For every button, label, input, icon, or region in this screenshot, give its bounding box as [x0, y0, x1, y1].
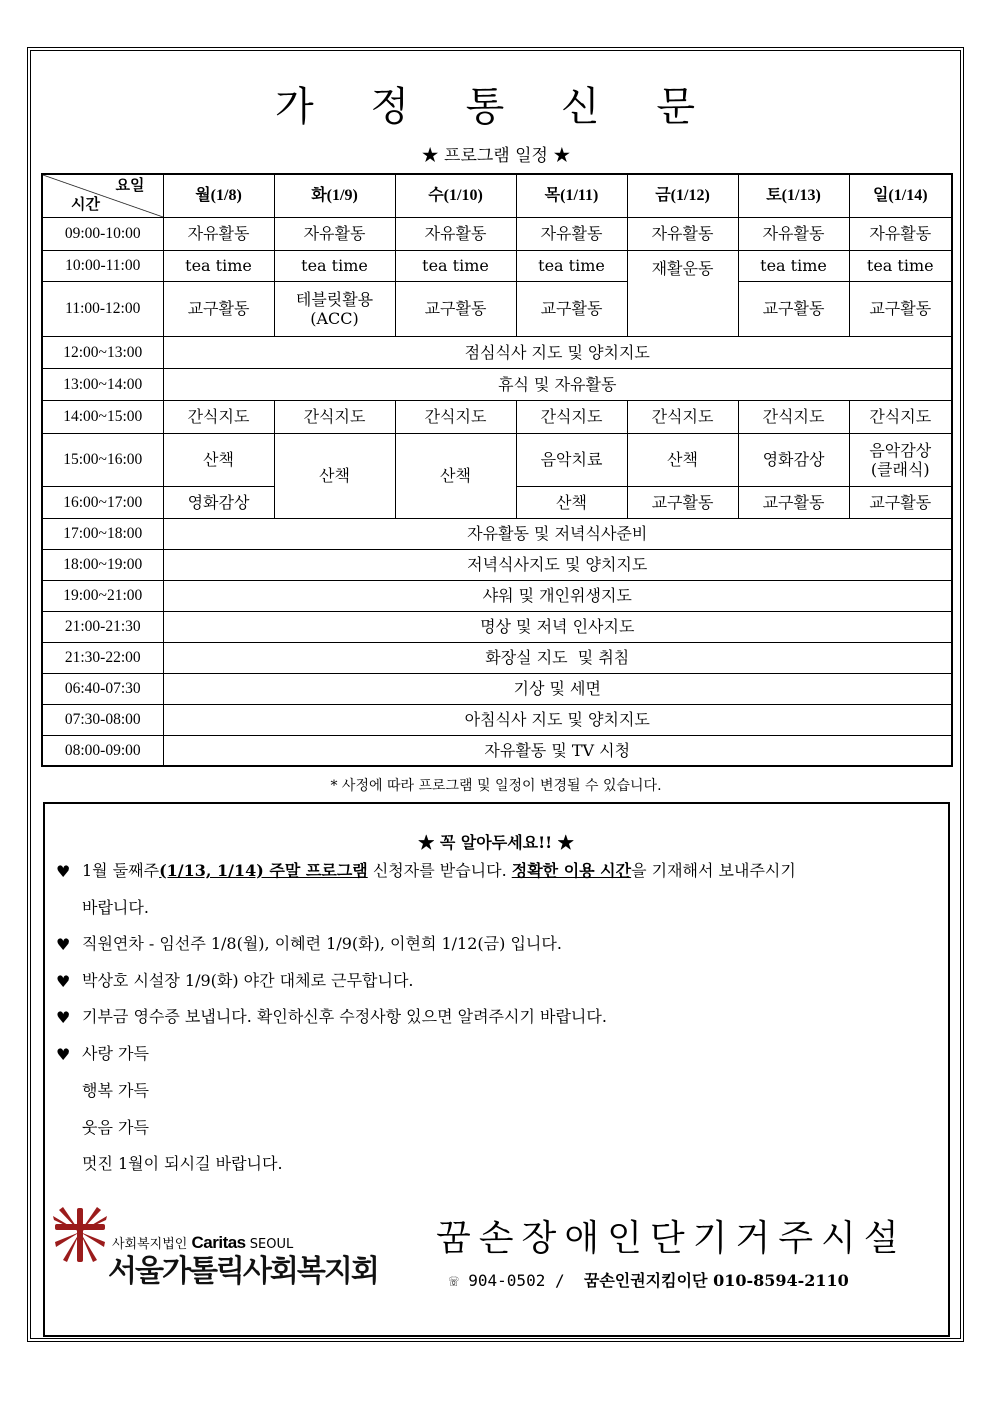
activity-cell: 산책 [274, 433, 395, 518]
logo-brand: Caritas [191, 1233, 246, 1252]
day-label: 요일 [115, 178, 145, 194]
activity-cell: 교구활동 [738, 486, 849, 518]
activity-cell: 음악치료 [516, 433, 627, 486]
notice-item-3: 박상호 시설장 1/9(화) 야간 대체로 근무합니다. [82, 971, 414, 990]
activity-cell: tea time [395, 250, 516, 281]
logo-sub-text: 사회복지법인 [112, 1237, 188, 1252]
day-header: 화(1/9) [274, 174, 395, 217]
day-header: 일(1/14) [849, 174, 952, 217]
rights-team-contact: 꿈손인권지킴이단 010-8594-2110 [583, 1271, 849, 1290]
time-cell: 17:00~18:00 [42, 518, 163, 549]
activity-cell: 화장실 지도 및 취침 [163, 642, 952, 673]
activity-cell: 영화감상 [738, 433, 849, 486]
table-row [42, 642, 952, 673]
notice-item-5-line: 웃음 가득 [82, 1118, 149, 1137]
heart-bullet-icon: ♥ [56, 862, 71, 881]
notice-item-5: 사랑 가득 [82, 1044, 149, 1063]
notice-item-1 [82, 860, 796, 882]
table-row [42, 368, 952, 400]
time-cell: 16:00~17:00 [42, 486, 163, 518]
organization-name: 꿈손장애인단기거주시설 [436, 1218, 907, 1259]
table-row [42, 673, 952, 704]
activity-cell: 간식지도 [516, 400, 627, 433]
phone-number: ☏ 904-0502 / [449, 1271, 565, 1290]
notice-item-2: 직원연차 - 임선주 1/8(월), 이혜련 1/9(화), 이현희 1/12(금) 입니다. [82, 934, 562, 953]
activity-cell: 자유활동 및 TV 시청 [163, 735, 952, 766]
notice-emphasis: 정확한 이용 시간 [511, 861, 632, 880]
activity-cell: 산책 [395, 433, 516, 518]
activity-cell: 교구활동 [163, 281, 274, 336]
time-cell: 10:00-11:00 [42, 250, 163, 281]
activity-cell: 교구활동 [849, 486, 952, 518]
activity-cell: 산책 [516, 486, 627, 518]
time-cell: 12:00~13:00 [42, 336, 163, 368]
table-row [42, 518, 952, 549]
schedule-subtitle: ★ 프로그램 일정 ★ [421, 146, 571, 166]
notice-title: ★ 꼭 알아두세요!! ★ [418, 833, 574, 852]
activity-cell: 간식지도 [163, 400, 274, 433]
activity-cell: tea time [849, 250, 952, 281]
day-header: 목(1/11) [516, 174, 627, 217]
day-header: 월(1/8) [163, 174, 274, 217]
time-cell: 21:30-22:00 [42, 642, 163, 673]
caritas-cross-logo-icon [51, 1204, 109, 1266]
time-cell: 18:00~19:00 [42, 549, 163, 580]
schedule-table [41, 173, 953, 767]
table-row [42, 704, 952, 735]
time-cell: 08:00-09:00 [42, 735, 163, 766]
table-row [42, 433, 952, 486]
table-row [42, 580, 952, 611]
notice-item-5-line: 행복 가득 [82, 1081, 149, 1100]
time-cell: 11:00-12:00 [42, 281, 163, 336]
heart-bullet-icon: ♥ [56, 1045, 71, 1064]
activity-cell: 교구활동 [849, 281, 952, 336]
activity-cell: 자유활동 [163, 217, 274, 250]
activity-cell: 자유활동 [274, 217, 395, 250]
table-row [42, 217, 952, 250]
table-row [42, 250, 952, 281]
activity-cell: 휴식 및 자유활동 [163, 368, 952, 400]
time-cell: 06:40-07:30 [42, 673, 163, 704]
heart-bullet-icon: ♥ [56, 935, 71, 954]
logo-city: SEOUL [249, 1237, 294, 1252]
activity-cell: 점심식사 지도 및 양치지도 [163, 336, 952, 368]
time-cell: 07:30-08:00 [42, 704, 163, 735]
notice-item-4: 기부금 영수증 보냅니다. 확인하신후 수정사항 있으면 알려주시기 바랍니다. [82, 1007, 607, 1026]
time-cell: 09:00-10:00 [42, 217, 163, 250]
activity-cell: 자유활동 [395, 217, 516, 250]
activity-cell: 샤워 및 개인위생지도 [163, 580, 952, 611]
time-cell: 19:00~21:00 [42, 580, 163, 611]
time-label: 시간 [71, 196, 100, 213]
activity-cell: 테블릿활용 (ACC) [274, 281, 395, 336]
day-header: 토(1/13) [738, 174, 849, 217]
activity-cell: 저녁식사지도 및 양치지도 [163, 549, 952, 580]
contact-line [449, 1270, 849, 1292]
notice-item-5-line: 멋진 1월이 되시길 바랍니다. [82, 1154, 283, 1173]
table-row [42, 336, 952, 368]
activity-cell: 교구활동 [738, 281, 849, 336]
time-cell: 14:00~15:00 [42, 400, 163, 433]
activity-cell: tea time [738, 250, 849, 281]
activity-cell: 간식지도 [274, 400, 395, 433]
notice-emphasis: (1/13, 1/14) 주말 프로그램 [159, 861, 368, 880]
notice-text: 1월 둘째주 [82, 861, 160, 880]
activity-cell: 재활운동 [627, 250, 738, 336]
table-row [42, 735, 952, 766]
activity-cell: 자유활동 [516, 217, 627, 250]
activity-cell: 교구활동 [395, 281, 516, 336]
table-row [42, 281, 952, 336]
table-row [42, 400, 952, 433]
time-cell: 21:00-21:30 [42, 611, 163, 642]
page-title: 가 정 통 신 문 [274, 84, 718, 130]
header-corner [42, 174, 163, 217]
activity-cell: 기상 및 세면 [163, 673, 952, 704]
activity-cell: 교구활동 [627, 486, 738, 518]
activity-cell: 간식지도 [849, 400, 952, 433]
table-row [42, 549, 952, 580]
notice-text: 신청자를 받습니다. [367, 861, 512, 880]
activity-cell: 자유활동 [849, 217, 952, 250]
activity-cell: 간식지도 [738, 400, 849, 433]
activity-cell: 간식지도 [395, 400, 516, 433]
time-cell: 13:00~14:00 [42, 368, 163, 400]
activity-cell: 산책 [163, 433, 274, 486]
time-cell: 15:00~16:00 [42, 433, 163, 486]
header-row [42, 174, 952, 217]
activity-cell: tea time [516, 250, 627, 281]
activity-cell: 자유활동 [627, 217, 738, 250]
activity-cell: 음악감상 (클래식) [849, 433, 952, 486]
activity-cell: 자유활동 및 저녁식사준비 [163, 518, 952, 549]
activity-cell: 영화감상 [163, 486, 274, 518]
logo-name: 서울가톨릭사회복지회 [108, 1254, 378, 1289]
heart-bullet-icon: ♥ [56, 972, 71, 991]
day-header: 수(1/10) [395, 174, 516, 217]
table-row [42, 611, 952, 642]
notice-item-1-cont: 바랍니다. [82, 898, 149, 917]
activity-cell: 자유활동 [738, 217, 849, 250]
activity-cell: tea time [274, 250, 395, 281]
logo-subtitle [112, 1234, 293, 1254]
activity-cell: 아침식사 지도 및 양치지도 [163, 704, 952, 735]
activity-cell: tea time [163, 250, 274, 281]
activity-cell: 간식지도 [627, 400, 738, 433]
activity-cell: 산책 [627, 433, 738, 486]
heart-bullet-icon: ♥ [56, 1008, 71, 1027]
notice-text: 을 기재해서 보내주시기 [631, 861, 796, 880]
day-header: 금(1/12) [627, 174, 738, 217]
activity-cell: 명상 및 저녁 인사지도 [163, 611, 952, 642]
activity-cell: 교구활동 [516, 281, 627, 336]
schedule-note: * 사정에 따라 프로그램 및 일정이 변경될 수 있습니다. [330, 778, 662, 794]
